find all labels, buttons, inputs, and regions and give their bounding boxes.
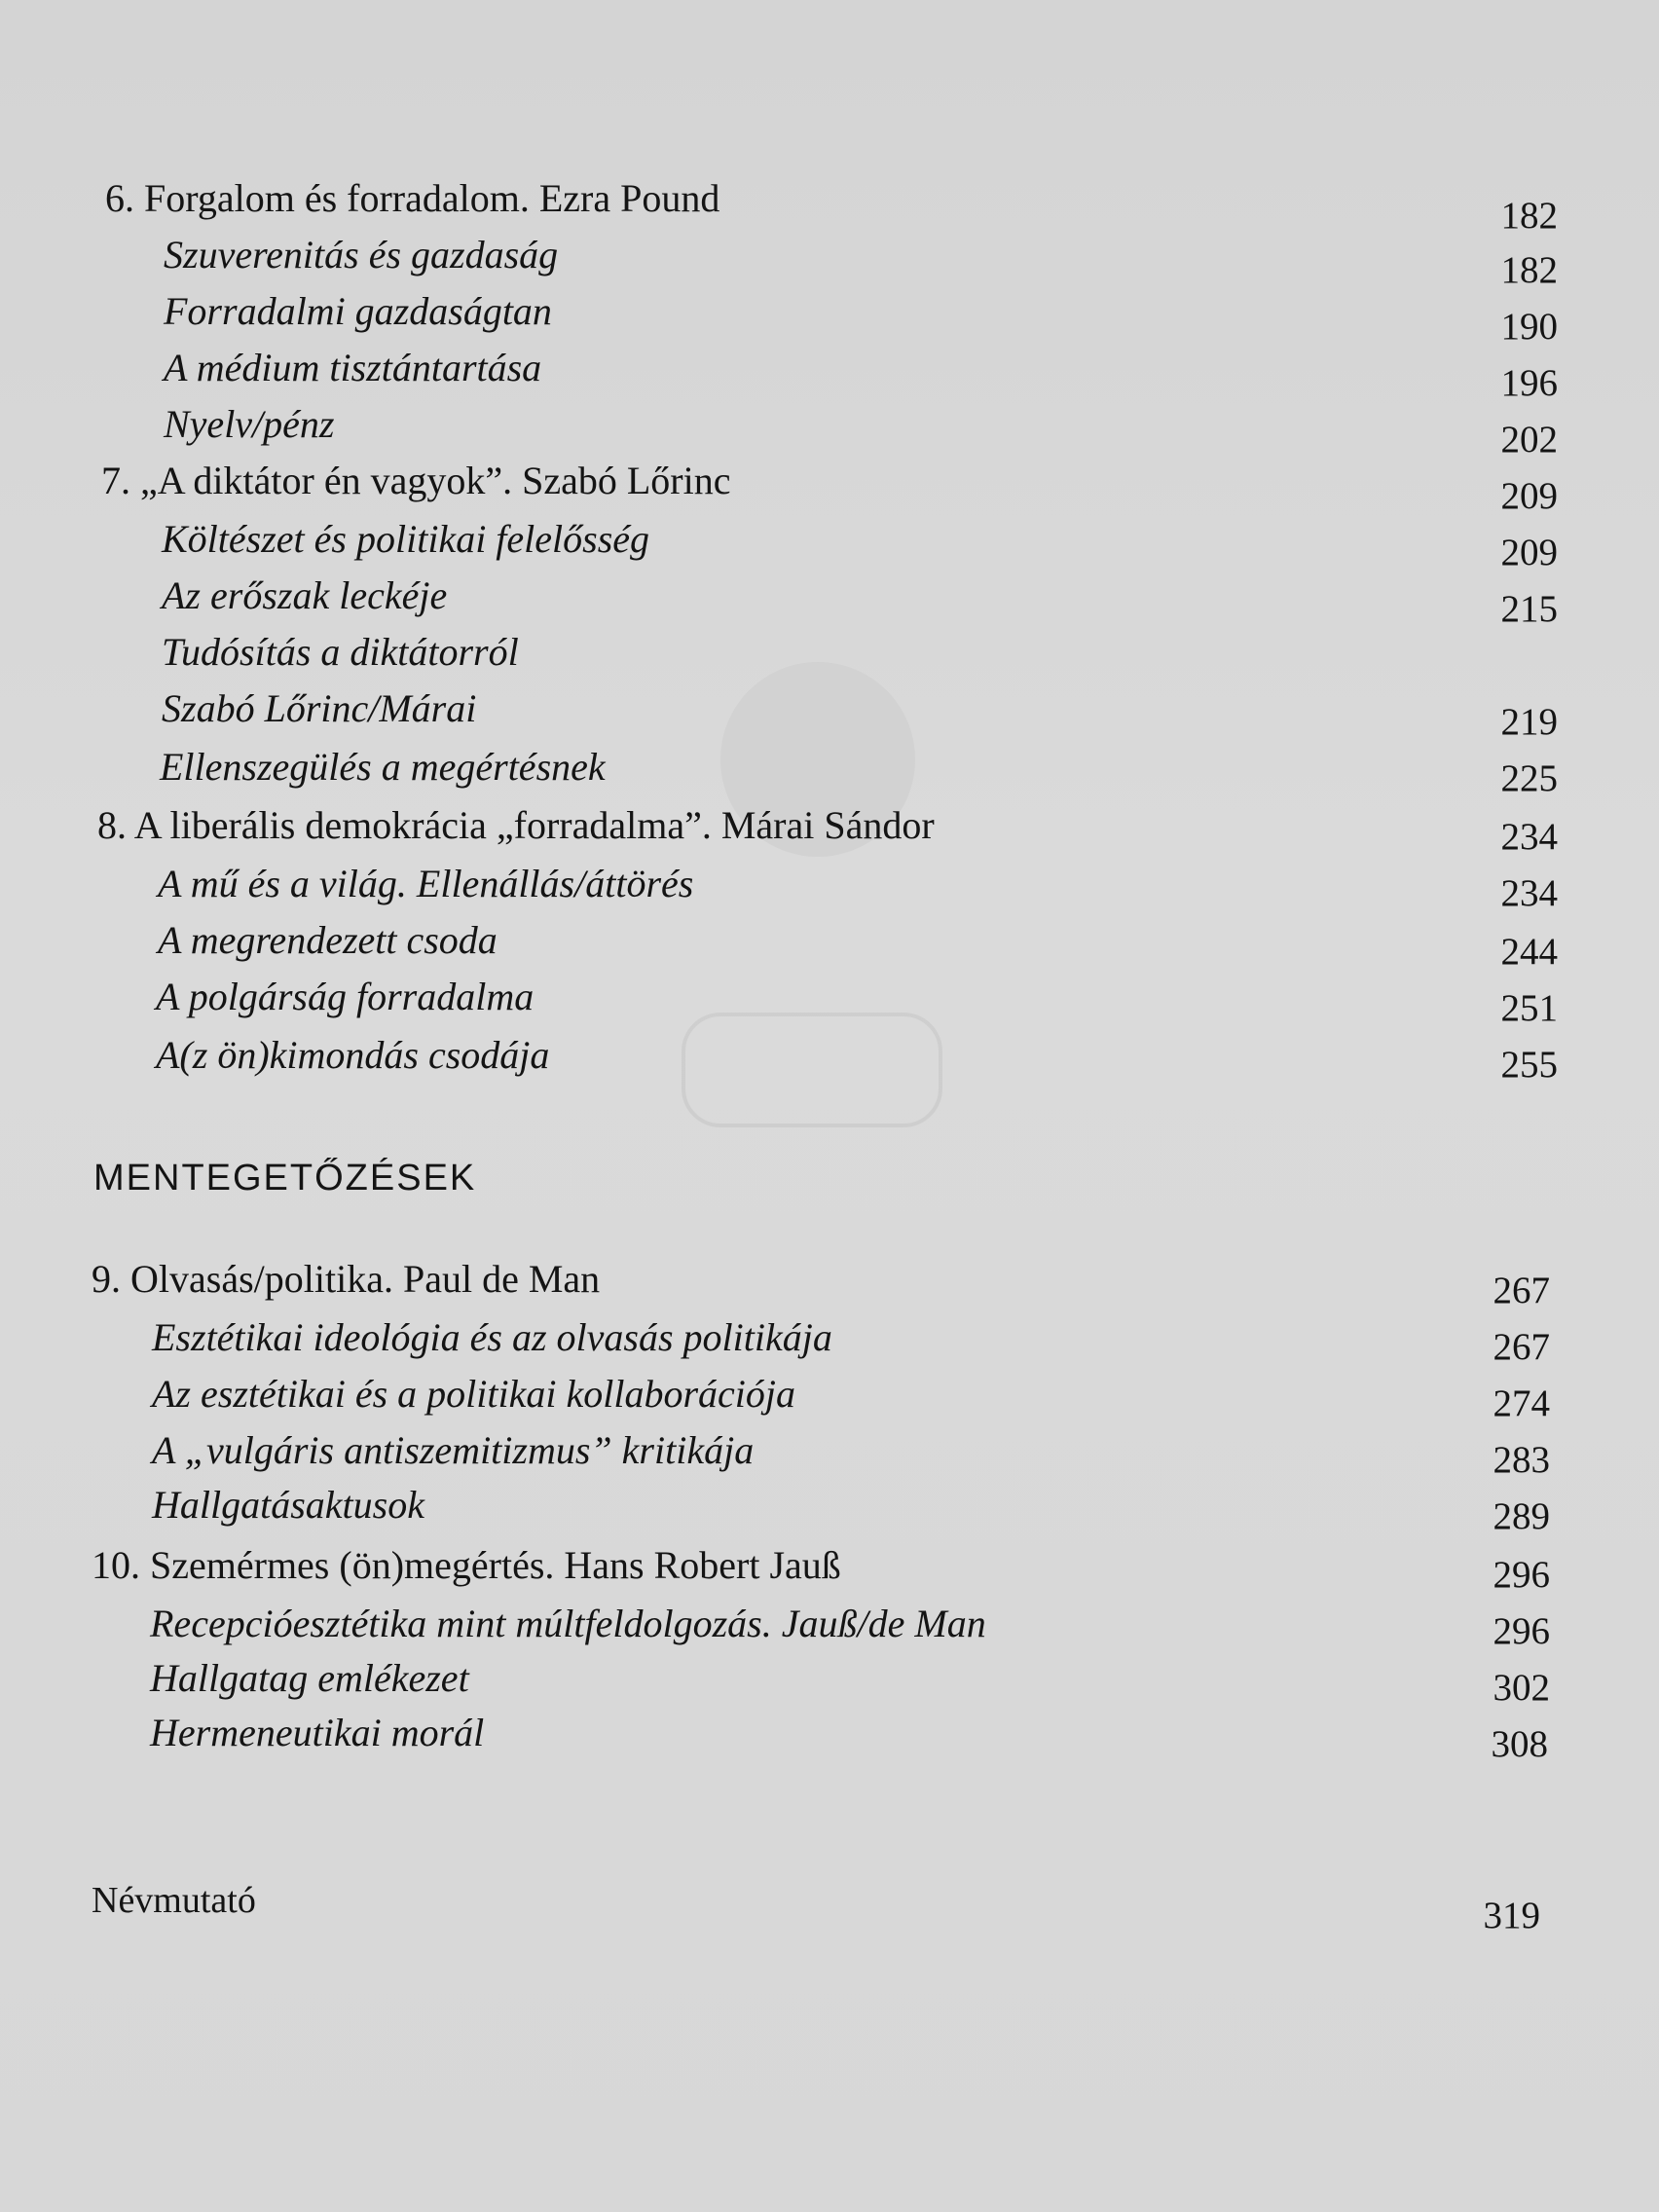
toc-sub-8-1-title: A mű és a világ. Ellenállás/áttörés xyxy=(158,862,694,905)
toc-chapter-10-page: 296 xyxy=(1493,1554,1550,1596)
toc-sub-6-3-title: A médium tisztántartása xyxy=(164,346,542,389)
toc-sub-7-4-page: 219 xyxy=(1500,701,1558,743)
toc-sub-7-4-title: Szabó Lőrinc/Márai xyxy=(162,686,477,730)
toc-sub-6-2-title: Forradalmi gazdaságtan xyxy=(164,289,552,333)
toc-sub-7-3-title: Tudósítás a diktátorról xyxy=(162,630,519,674)
toc-sub-9-4-title: Hallgatásaktusok xyxy=(152,1483,424,1527)
toc-chapter-9-page: 267 xyxy=(1493,1270,1550,1311)
toc-sub-9-3-title: A „vulgáris antiszemitizmus” kritikája xyxy=(152,1428,755,1472)
toc-sub-8-2-title: A megrendezett csoda xyxy=(158,918,498,962)
toc-sub-9-3-page: 283 xyxy=(1493,1439,1550,1481)
toc-chapter-7-page: 209 xyxy=(1500,475,1558,517)
toc-sub-8-4-title: A(z ön)kimondás csodája xyxy=(156,1033,550,1077)
toc-sub-6-4-page: 202 xyxy=(1500,419,1558,461)
toc-chapter-6-page: 182 xyxy=(1500,195,1558,237)
toc-sub-10-3-title: Hermeneutikai morál xyxy=(150,1711,485,1754)
toc-sub-7-2-page: 215 xyxy=(1500,588,1558,630)
toc-sub-8-4-page: 255 xyxy=(1500,1044,1558,1086)
toc-sub-6-1-page: 182 xyxy=(1500,249,1558,291)
toc-sub-6-4-title: Nyelv/pénz xyxy=(164,402,335,446)
toc-chapter-7-title: 7. „A diktátor én vagyok”. Szabó Lőrinc xyxy=(101,459,731,502)
toc-sub-8-3-title: A polgárság forradalma xyxy=(156,975,535,1018)
toc-index-page: 319 xyxy=(1483,1895,1540,1936)
toc-chapter-10-title: 10. Szemérmes (ön)megértés. Hans Robert Jauß xyxy=(92,1543,841,1587)
toc-sub-9-1-title: Esztétikai ideológia és az olvasás politikája xyxy=(152,1315,832,1359)
toc-sub-6-2-page: 190 xyxy=(1500,306,1558,348)
toc-sub-10-1-title: Recepcióesztétika mint múltfeldolgozás. Jauß/de Man xyxy=(150,1602,986,1645)
toc-sub-7-1-page: 209 xyxy=(1500,532,1558,573)
toc-sub-7-5-page: 225 xyxy=(1500,757,1558,799)
toc-chapter-8-page: 234 xyxy=(1500,816,1558,858)
toc-sub-8-3-page: 251 xyxy=(1500,987,1558,1029)
toc-chapter-8-title: 8. A liberális demokrácia „forradalma”. Márai Sándor xyxy=(97,803,935,847)
toc-sub-10-3-page: 308 xyxy=(1491,1723,1548,1765)
toc-chapter-6-title: 6. Forgalom és forradalom. Ezra Pound xyxy=(105,176,720,220)
toc-sub-6-1-title: Szuverenitás és gazdaság xyxy=(164,233,559,276)
toc-sub-6-3-page: 196 xyxy=(1500,362,1558,404)
toc-sub-10-1-page: 296 xyxy=(1493,1610,1550,1652)
toc-sub-7-2-title: Az erőszak leckéje xyxy=(162,573,448,617)
toc-sub-7-5-title: Ellenszegülés a megértésnek xyxy=(160,745,606,789)
toc-index-title: Névmutató xyxy=(92,1880,256,1921)
toc-sub-9-4-page: 289 xyxy=(1493,1495,1550,1537)
toc-sub-7-1-title: Költészet és politikai felelősség xyxy=(162,517,650,561)
toc-sub-9-2-page: 274 xyxy=(1493,1382,1550,1424)
toc-sub-9-1-page: 267 xyxy=(1493,1326,1550,1368)
toc-sub-10-2-page: 302 xyxy=(1493,1667,1550,1709)
toc-chapter-9-title: 9. Olvasás/politika. Paul de Man xyxy=(92,1257,601,1301)
section-heading: MENTEGETŐZÉSEK xyxy=(93,1158,477,1198)
toc-sub-8-1-page: 234 xyxy=(1500,872,1558,914)
toc-sub-8-2-page: 244 xyxy=(1500,931,1558,973)
toc-sub-10-2-title: Hallgatag emlékezet xyxy=(150,1656,469,1700)
toc-sub-9-2-title: Az esztétikai és a politikai kollaborációja xyxy=(152,1372,796,1416)
